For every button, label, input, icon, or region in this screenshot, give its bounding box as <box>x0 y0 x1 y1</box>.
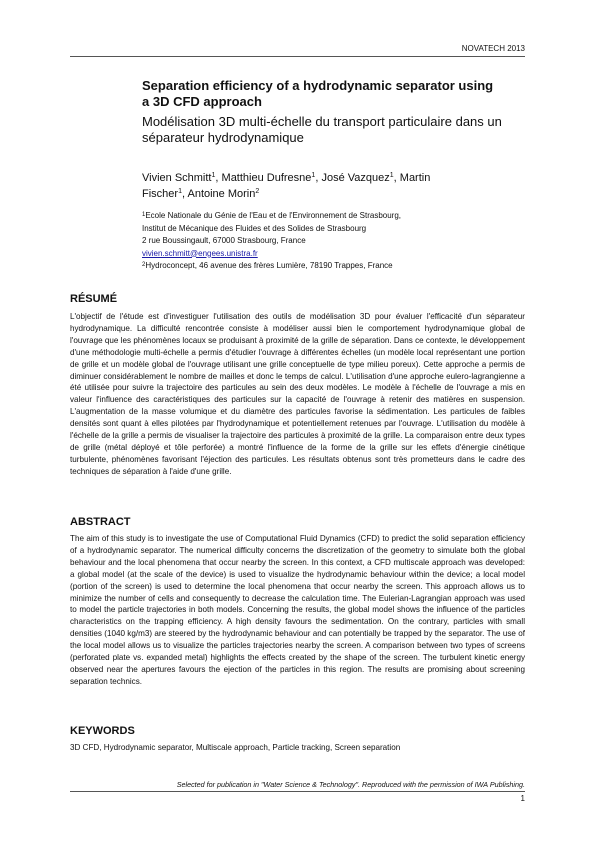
affiliation-1-line-1: $^1$Ecole Nationale du Génie de l'Eau et de l'Environnement de Strasbourg, <box>142 211 402 220</box>
affil-mark: 2 <box>142 262 146 268</box>
keywords-text: 3D CFD, Hydrodynamic separator, Multiscale approach, Particle tracking, Screen separation <box>70 743 401 752</box>
author-separator: , <box>315 172 322 184</box>
page-number: 1 <box>520 794 525 803</box>
header-rule <box>70 56 525 57</box>
author-list <box>142 170 462 202</box>
affiliations <box>142 210 482 273</box>
author-affil-mark: 2 <box>255 188 260 195</box>
resume-text: L'objectif de l'étude est d'investiguer l'utilisation des outils de modélisation 3D pour évaluer l'efficacité d'un séparateur hydrodynamique. La difficulté rencontrée consiste à modéliser aussi bien le comportement hydrodynamique global de l'ouvrage que les phénomènes locaux se produisant à proximité de la grille de séparation. Dans ce contexte, le développement d'une méthodologie multi-échelle a permis d'étudier l'ouvrage à différentes échelles (un modèle local représentant une portion de grille et un modèle global de l'ouvrage utilisant une grille conceptuelle de type milieu poreux). Cette approche a permis de diminuer considérablement le nombre de mailles et donc le temps de calcul. L'utilisation d'une approche eulero-lagrangienne a été utilisée pour suivre la trajectoire des particules au sein des deux modèles. Le modèle à l'échelle de l'ouvrage a mis en valeur l'influence des caractéristiques des particules sur la capacité de l'ouvrage à retenir des matières en suspension. L'augmentation de la masse volumique et du diamètre des particules favorise la sédimentation. Les particules de faibles densités sont quant à elles pilotées par l'hydrodynamique et potentiellement retenues par l'ouvrage. L'utilisation du modèle à l'échelle de la grille a permis de visualiser la trajectoire des particules à proximité de la grille. La comparaison entre deux types de grille (métal déployé et tôle perforée) a montré l'influence de la forme de la grille sur les effets d'énergie cinétique turbulente, phénomènes favorisant l'éjection des particules. Les résultats obtenus sont très prometteurs dans le cadre des techniques de séparation à l'aide d'une grille. <box>70 312 525 476</box>
author-name: José Vazquez <box>321 172 390 184</box>
paper-subtitle: Modélisation 3D multi-échelle du transport particulaire dans un séparateur hydrodynamique <box>142 114 502 145</box>
author-separator: , <box>393 172 400 184</box>
author-affil-mark: 1 <box>178 188 182 195</box>
email-link[interactable]: vivien.schmitt@engees.unistra.fr <box>142 248 258 258</box>
author-affil-mark: 1 <box>389 172 394 179</box>
author-name: Matthieu Dufresne <box>221 172 312 184</box>
resume-heading: RÉSUMÉ <box>70 293 118 305</box>
affil-mark: 1 <box>142 212 146 218</box>
affiliation-2: $^2$Hydroconcept, 46 avenue des frères Lumière, 78190 Trappes, France <box>142 261 393 270</box>
abstract-text: The aim of this study is to investigate the use of Computational Fluid Dynamics (CFD) to predict the solid separation efficiency of a hydrodynamic separator. The numerical difficulty concerns the discretization of the geometry to simulate both the global behaviour and the local phenomena that occur nearby the screen. In this context, a CFD multiscale approach was developed: a global model (at the scale of the device) is used to visualize the hydrodynamic behaviour within the device; a local model (portion of the screen) is used to determine the local phenomena that occur nearby the screen. This approach allows us to minimize the number of cells and consequently to decrease the calculation time. The Eulerian-Lagrangian approach was used to model the particle trajectories in both models. Concerning the results, the global model shows the influence of the particles characteristics on the trapping efficiency. A high density favours the sedimentation. On the contrary, particles with small densities (1040 kg/m3) are steered by the hydrodynamic behaviour and can potentially be trapped by the separator. The use of the local model allows us to visualize the particles trajectories nearby the screen. A comparison between two types of screens (perforated plate vs. expanded metal) highlights the effects created by the shape of the screen. The turbulent kinetic energy observed near the apertures favours the ejection of the particles in this region. The results are promising about screening separation technics. <box>70 534 525 686</box>
footer-rule <box>70 791 525 792</box>
author-name: Antoine Morin <box>187 188 256 200</box>
author-name: Vivien Schmitt <box>142 172 212 184</box>
author-name: Martin Fischer <box>142 172 431 200</box>
author-affil-mark: 1 <box>311 172 316 179</box>
publication-note: Selected for publication in "Water Science & Technology". Reproduced with the permission of IWA Publishing. <box>176 780 525 789</box>
author-separator: , <box>181 188 188 200</box>
abstract-heading: ABSTRACT <box>70 516 131 528</box>
author-separator: , <box>215 172 222 184</box>
conference-header: NOVATECH 2013 <box>461 44 525 53</box>
affiliation-1-line-2: Institut de Mécanique des Fluides et des Solides de Strasbourg <box>142 223 367 233</box>
affiliation-1-line-3: 2 rue Boussingault, 67000 Strasbourg, France <box>142 236 306 245</box>
keywords-heading: KEYWORDS <box>70 725 135 737</box>
paper-title: Separation efficiency of a hydrodynamic separator using a 3D CFD approach <box>142 78 494 109</box>
author-affil-mark: 1 <box>211 172 216 179</box>
